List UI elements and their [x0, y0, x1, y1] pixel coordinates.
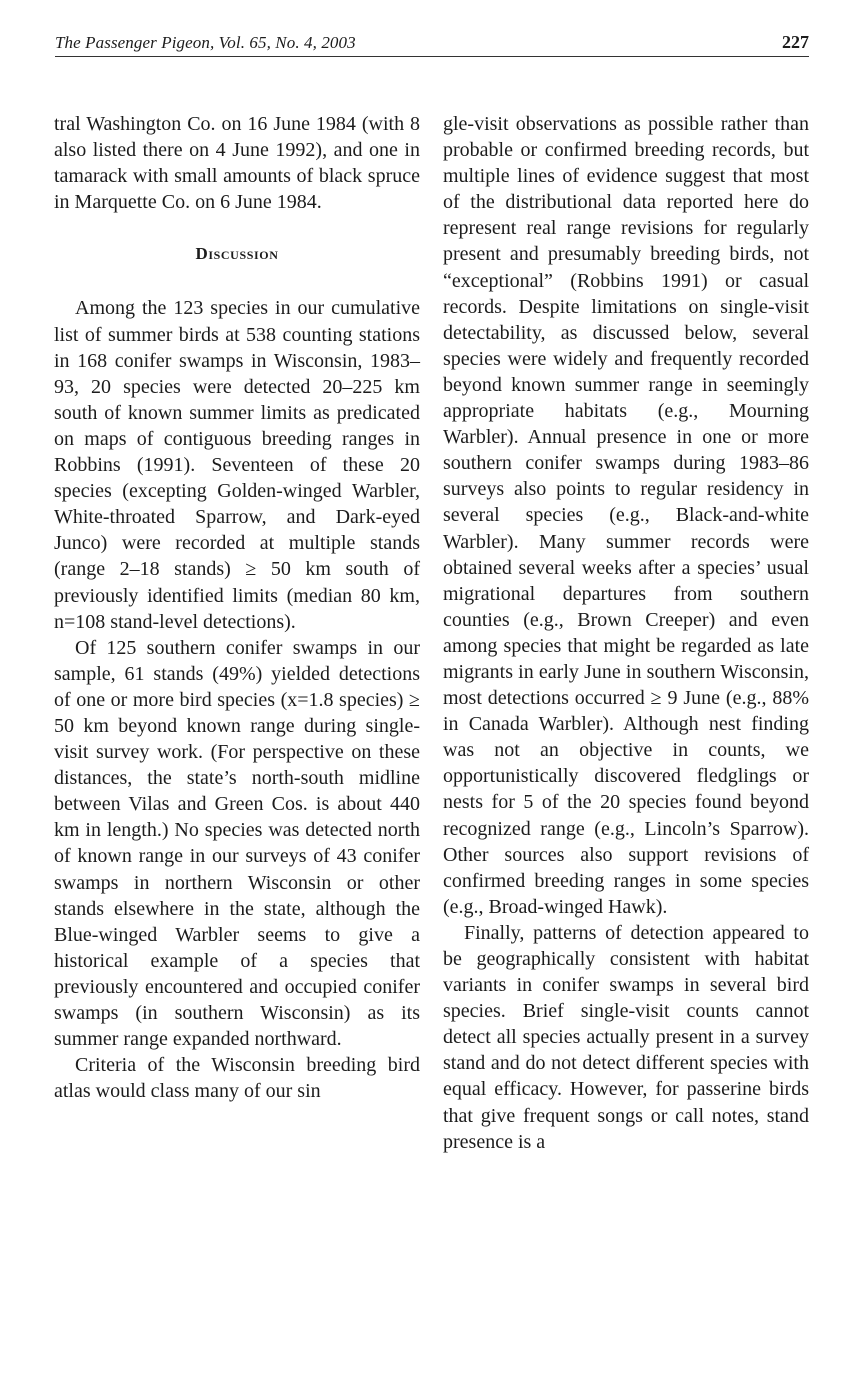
discussion-paragraph-4: Finally, patterns of detection appeared to be geographically consistent with habitat variants in conifer swamps in several bird species. Brief single-visit counts cannot detect all species actually present in a survey stand and do not detect different species with equal efficacy. However, for passerine birds that give frequent songs or call notes, stand presence is a: [443, 921, 809, 1153]
discussion-paragraph-3: Criteria of the Wisconsin breeding bird atlas would class many of our sin: [54, 1054, 420, 1103]
right-column: [443, 111, 809, 1155]
left-column: [54, 111, 420, 1104]
page-number: 227: [782, 32, 809, 52]
discussion-paragraph-1: Among the 123 species in our cumulative list of summer birds at 538 counting stations in 168 conifer swamps in Wisconsin, 1983–93, 20 species were detected 20–225 km south of known summer limits as predicated on maps of contiguous breeding ranges in Robbins (1991). Seventeen of these 20 species (excepting Golden-winged Warbler, White-throated Sparrow, and Dark-eyed Junco) were recorded at multiple stands (range 2–18 stands) ≥ 50 km south of previously identified limits (median 80 km, n=108 stand-level detections).: [54, 297, 420, 633]
running-header: [55, 32, 809, 57]
discussion-paragraph-2: Of 125 southern conifer swamps in our sample, 61 stands (49%) yielded detections of one or more bird species (x=1.8 species) ≥ 50 km beyond known range during single-visit survey work. (For perspective on these distances, the state’s north-south midline between Vilas and Green Cos. is about 440 km in length.) No species was detected north of known range in our surveys of 43 conifer swamps in northern Wisconsin or other stands elsewhere in the state, although the Blue-winged Warbler seems to give a historical example of a species that previously encountered and occupied conifer swamps (in southern Wisconsin) as its summer range expanded northward.: [54, 636, 420, 1051]
continued-paragraph-right: gle-visit observations as possible rather than probable or confirmed breeding records, but multiple lines of evidence suggest that most of the distributional data reported here do represent real range revisions for regularly present and presumably breeding birds, not “exceptional” (Robbins 1991) or casual records. Despite limitations on single-visit detectability, as discussed below, several species were widely and frequently recorded beyond known summer range in seemingly appropriate habitats (e.g., Mourning Warbler). Annual presence in one or more southern conifer swamps during 1983–86 surveys also points to regular residency in several species (e.g., Black-and-white Warbler). Many summer records were obtained several weeks after a species’ usual migrational departures from southern counties (e.g., Brown Creeper) and even among species that might be regarded as late migrants in early June in southern Wisconsin, most detections occurred ≥ 9 June (e.g., 88% in Canada Warbler). Although nest finding was not an objective in counts, we opportunistically discovered fledglings or nests for 5 of the 20 species found beyond recognized range (e.g., Lincoln’s Sparrow). Other sources also support revisions of confirmed breeding ranges in some species (e.g., Broad-winged Hawk).: [443, 113, 809, 918]
section-heading: Discussion: [195, 244, 279, 264]
journal-citation: The Passenger Pigeon, Vol. 65, No. 4, 2003: [55, 33, 356, 52]
continued-paragraph: tral Washington Co. on 16 June 1984 (with 8 also listed there on 4 June 1992), and one in tamarack with small amounts of black spruce in Marquette Co. on 6 June 1984.: [54, 113, 420, 214]
